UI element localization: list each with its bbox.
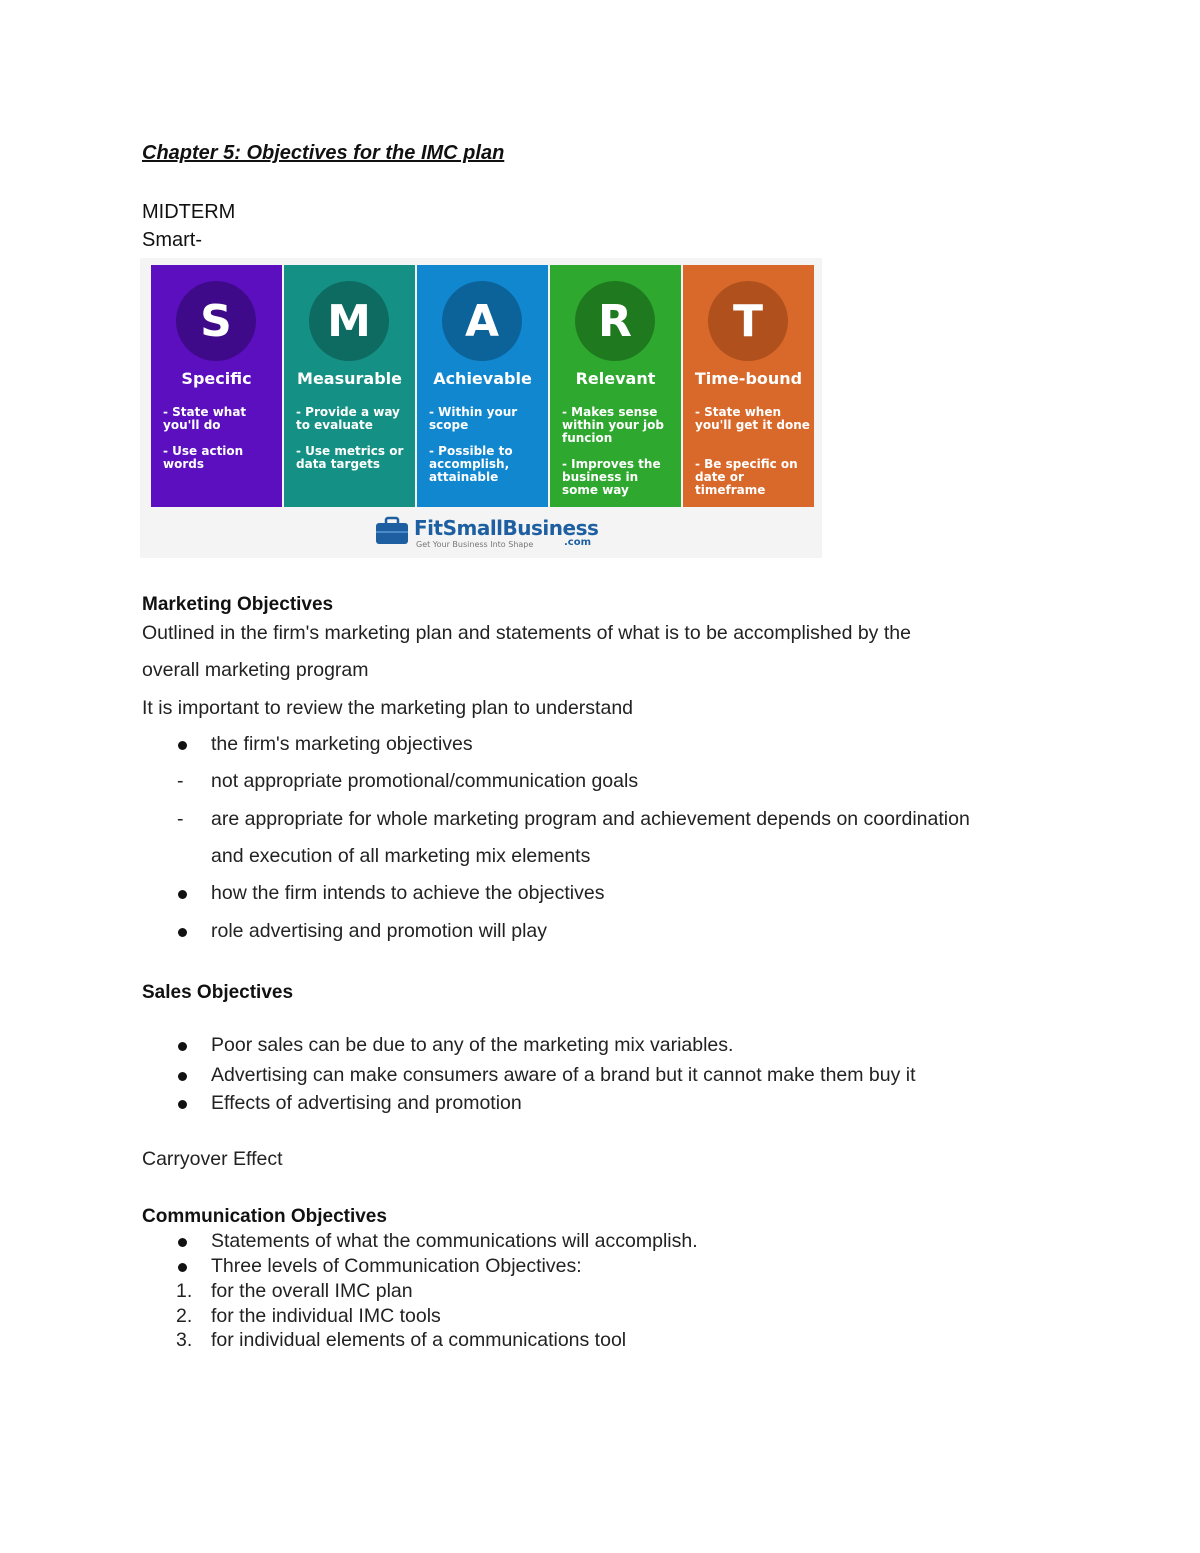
column-title: Specific: [181, 369, 252, 388]
logo-tagline: Get Your Business Into Shape: [416, 540, 534, 549]
column-item: - Use action words: [163, 444, 244, 471]
bullet-dot: [178, 741, 187, 750]
smart-label: Smart-: [142, 229, 202, 251]
column-item: - Possible to accomplish, attainable: [429, 444, 513, 484]
list-number: 2.: [176, 1305, 193, 1327]
letter-circle: S: [176, 281, 256, 361]
fitsmallbusiness-logo: [374, 512, 604, 552]
column-title: Relevant: [575, 369, 656, 388]
column-item: - Provide a way to evaluate: [296, 405, 400, 432]
logo-suffix: .com: [564, 537, 592, 548]
list-item: Effects of advertising and promotion: [211, 1092, 522, 1114]
letter-circle: T: [708, 281, 788, 361]
midterm-label: MIDTERM: [142, 201, 236, 223]
column-title: Achievable: [433, 369, 532, 388]
marketing-paragraph: Outlined in the firm's marketing plan and statements of what is to be accomplished by the: [142, 622, 911, 644]
bullet-dot: [178, 1238, 187, 1247]
page-title: Chapter 5: Objectives for the IMC plan: [142, 142, 505, 164]
list-item: Poor sales can be due to any of the marketing mix variables.: [211, 1034, 734, 1056]
smart-column-relevant: [550, 265, 681, 507]
bullet-dot: [178, 1263, 187, 1272]
bullet-dot: [178, 1100, 187, 1109]
list-number: 1.: [176, 1280, 193, 1302]
column-item: - Use metrics or data targets: [296, 444, 404, 471]
smart-column-achievable: [417, 265, 548, 507]
bullet-dot: [178, 890, 187, 899]
list-item: role advertising and promotion will play: [211, 920, 548, 942]
communication-heading: Communication Objectives: [142, 1206, 387, 1227]
list-item: are appropriate for whole marketing program and achievement depends on coordination: [211, 808, 970, 830]
column-item: - State what you'll do: [163, 405, 247, 432]
smart-graphic: [140, 258, 822, 558]
dash-marker: -: [177, 808, 184, 830]
smart-column-specific: [151, 265, 282, 507]
briefcase-icon: [374, 516, 410, 546]
numbered-item: for the overall IMC plan: [211, 1280, 413, 1302]
list-item: Statements of what the communications will accomplish.: [211, 1230, 698, 1252]
letter-circle: R: [575, 281, 655, 361]
column-item: - Within your scope: [429, 405, 518, 432]
bullet-dot: [178, 928, 187, 937]
column-title: Time-bound: [694, 369, 803, 388]
list-item: not appropriate promotional/communication goals: [211, 770, 639, 792]
list-item: how the firm intends to achieve the objectives: [211, 882, 605, 904]
list-item: Advertising can make consumers aware of a brand but it cannot make them buy it: [211, 1064, 916, 1086]
column-item: - Makes sense within your job funcion: [562, 405, 664, 445]
letter-circle: A: [442, 281, 522, 361]
smart-column-measurable: [284, 265, 415, 507]
column-title: Measurable: [297, 369, 402, 388]
bullet-dot: [178, 1042, 187, 1051]
bullet-dot: [178, 1072, 187, 1081]
sales-heading: Sales Objectives: [142, 982, 294, 1003]
letter-circle: M: [309, 281, 389, 361]
logo-brand: FitSmallBusiness: [414, 516, 599, 540]
marketing-paragraph: overall marketing program: [142, 659, 369, 681]
list-item-continuation: and execution of all marketing mix elements: [211, 845, 591, 867]
column-item: - Be specific on date or timeframe: [695, 457, 798, 497]
list-item: Three levels of Communication Objectives:: [211, 1255, 582, 1277]
smart-column-time-bound: [683, 265, 814, 507]
carryover-effect-label: Carryover Effect: [142, 1148, 283, 1170]
numbered-item: for individual elements of a communications tool: [211, 1329, 627, 1351]
list-item: the firm's marketing objectives: [211, 733, 473, 755]
list-number: 3.: [176, 1329, 193, 1351]
numbered-item: for the individual IMC tools: [211, 1305, 441, 1327]
column-item: - State when you'll get it done: [695, 405, 810, 432]
column-item: - Improves the business in some way: [562, 457, 661, 497]
marketing-heading: Marketing Objectives: [142, 594, 334, 615]
marketing-paragraph: It is important to review the marketing plan to understand: [142, 697, 634, 719]
dash-marker: -: [177, 770, 184, 792]
